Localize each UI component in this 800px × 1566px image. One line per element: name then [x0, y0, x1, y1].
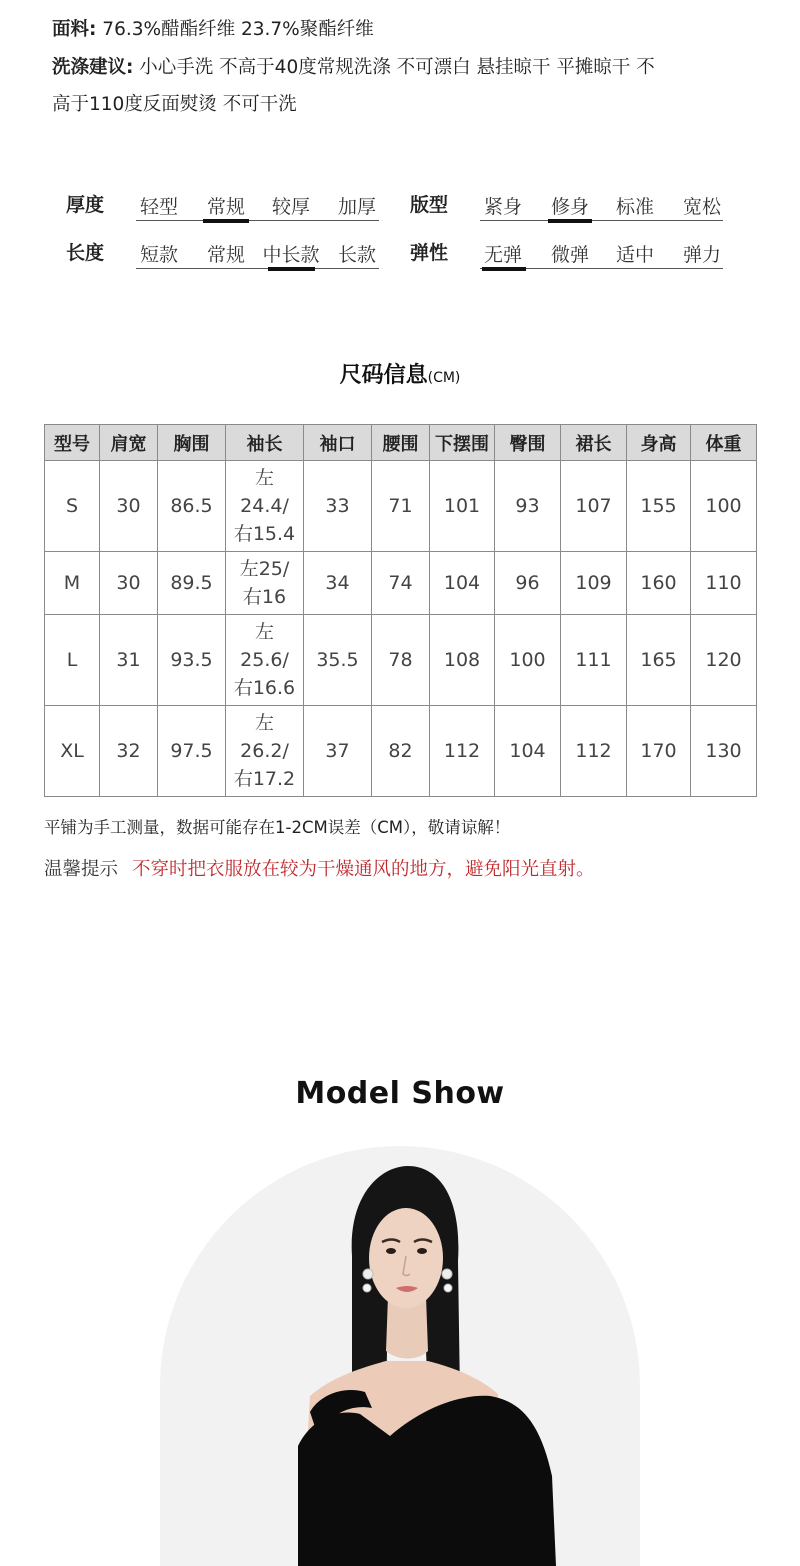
table-cell: 170	[627, 706, 691, 797]
size-title-main: 尺码信息	[339, 363, 428, 388]
length-option: 长款	[337, 244, 376, 266]
elasticity-label: 弹性	[410, 242, 449, 264]
tip-text: 不穿时把衣服放在较为干燥通风的地方，避免阳光直射。	[132, 859, 595, 880]
table-cell: 155	[627, 461, 691, 552]
care-line-2	[52, 87, 297, 123]
table-cell: 71	[372, 461, 430, 552]
fit-option: 修身	[550, 196, 589, 218]
table-cell: 93.5	[158, 615, 226, 706]
table-cell: 108	[430, 615, 495, 706]
table-cell: 101	[430, 461, 495, 552]
table-cell: 82	[372, 706, 430, 797]
fabric-line	[52, 12, 374, 48]
fit-selected-mark	[548, 219, 592, 223]
elasticity-selected-mark	[482, 267, 526, 271]
fabric-value: 76.3%醋酯纤维 23.7%聚酯纤维	[102, 19, 374, 40]
table-cell: 110	[691, 552, 757, 615]
elasticity-option: 适中	[615, 244, 654, 266]
table-cell: 30	[100, 552, 158, 615]
elasticity-option: 弹力	[682, 244, 721, 266]
care-line-1	[52, 50, 655, 86]
header-cell: 袖长	[226, 425, 304, 461]
thickness-rule	[136, 220, 379, 221]
tip-label: 温馨提示	[44, 859, 119, 880]
table-row	[45, 552, 757, 615]
size-info-title	[0, 358, 800, 389]
care-label: 洗涤建议:	[52, 57, 134, 78]
length-label: 长度	[66, 242, 105, 264]
care-value-1: 小心手洗 不高于40度常规洗涤 不可漂白 悬挂晾干 平摊晾干 不	[139, 57, 655, 78]
warm-tip	[44, 855, 595, 881]
table-cell: 120	[691, 615, 757, 706]
table-cell: 32	[100, 706, 158, 797]
elasticity-option: 微弹	[550, 244, 589, 266]
header-cell: 肩宽	[100, 425, 158, 461]
header-cell: 胸围	[158, 425, 226, 461]
table-cell: 30	[100, 461, 158, 552]
header-cell: 体重	[691, 425, 757, 461]
table-cell: 74	[372, 552, 430, 615]
fit-option: 紧身	[483, 196, 522, 218]
size-table	[44, 424, 757, 797]
fit-rule	[480, 220, 723, 221]
table-cell: 130	[691, 706, 757, 797]
table-cell: 33	[304, 461, 372, 552]
thickness-option: 常规	[206, 196, 245, 218]
header-cell: 袖口	[304, 425, 372, 461]
table-cell: 100	[495, 615, 561, 706]
table-cell: 107	[561, 461, 627, 552]
header-cell: 臀围	[495, 425, 561, 461]
header-cell: 裙长	[561, 425, 627, 461]
thickness-option: 较厚	[271, 196, 310, 218]
table-cell: 160	[627, 552, 691, 615]
table-cell: 100	[691, 461, 757, 552]
length-selected-mark	[268, 267, 315, 271]
care-value-2: 高于110度反面熨烫 不可干洗	[52, 94, 297, 115]
table-cell: 78	[372, 615, 430, 706]
table-cell: 96	[495, 552, 561, 615]
table-cell: 89.5	[158, 552, 226, 615]
table-cell: 104	[495, 706, 561, 797]
fabric-label: 面料:	[52, 19, 97, 40]
table-row	[45, 461, 757, 552]
header-cell: 身高	[627, 425, 691, 461]
length-rule	[136, 268, 379, 269]
table-cell: 左 24.4/ 右15.4	[226, 461, 304, 552]
size-title-unit: (CM)	[427, 370, 461, 386]
table-cell: XL	[45, 706, 100, 797]
table-row	[45, 706, 757, 797]
length-option: 常规	[206, 244, 245, 266]
header-cell: 腰围	[372, 425, 430, 461]
fit-option: 宽松	[682, 196, 721, 218]
table-cell: 86.5	[158, 461, 226, 552]
thickness-label: 厚度	[66, 194, 105, 216]
cropped-top-text	[52, 0, 122, 2]
table-cell: 35.5	[304, 615, 372, 706]
fit-label: 版型	[410, 194, 449, 216]
table-cell: 104	[430, 552, 495, 615]
size-table-header	[45, 425, 757, 461]
length-option: 短款	[139, 244, 178, 266]
thickness-option: 轻型	[139, 196, 178, 218]
header-cell: 型号	[45, 425, 100, 461]
header-cell: 下摆围	[430, 425, 495, 461]
length-option: 中长款	[262, 244, 320, 266]
elasticity-option: 无弹	[483, 244, 522, 266]
thickness-option: 加厚	[337, 196, 376, 218]
table-cell: 左25/ 右16	[226, 552, 304, 615]
table-cell: L	[45, 615, 100, 706]
table-cell: 37	[304, 706, 372, 797]
thickness-selected-mark	[203, 219, 249, 223]
table-cell: 165	[627, 615, 691, 706]
table-cell: 左 26.2/ 右17.2	[226, 706, 304, 797]
model-photo	[160, 1146, 640, 1566]
table-cell: 34	[304, 552, 372, 615]
table-cell: 109	[561, 552, 627, 615]
table-row	[45, 615, 757, 706]
model-show-title: Model Show	[295, 1076, 505, 1111]
table-cell: M	[45, 552, 100, 615]
measurement-note: 平铺为手工测量，数据可能存在1-2CM误差（CM），敬请谅解！	[44, 818, 511, 837]
table-cell: 93	[495, 461, 561, 552]
table-cell: 111	[561, 615, 627, 706]
table-cell: S	[45, 461, 100, 552]
table-cell: 97.5	[158, 706, 226, 797]
model-illustration	[160, 1146, 640, 1566]
table-cell: 左 25.6/ 右16.6	[226, 615, 304, 706]
table-cell: 31	[100, 615, 158, 706]
fit-option: 标准	[615, 196, 654, 218]
table-cell: 112	[430, 706, 495, 797]
table-cell: 112	[561, 706, 627, 797]
